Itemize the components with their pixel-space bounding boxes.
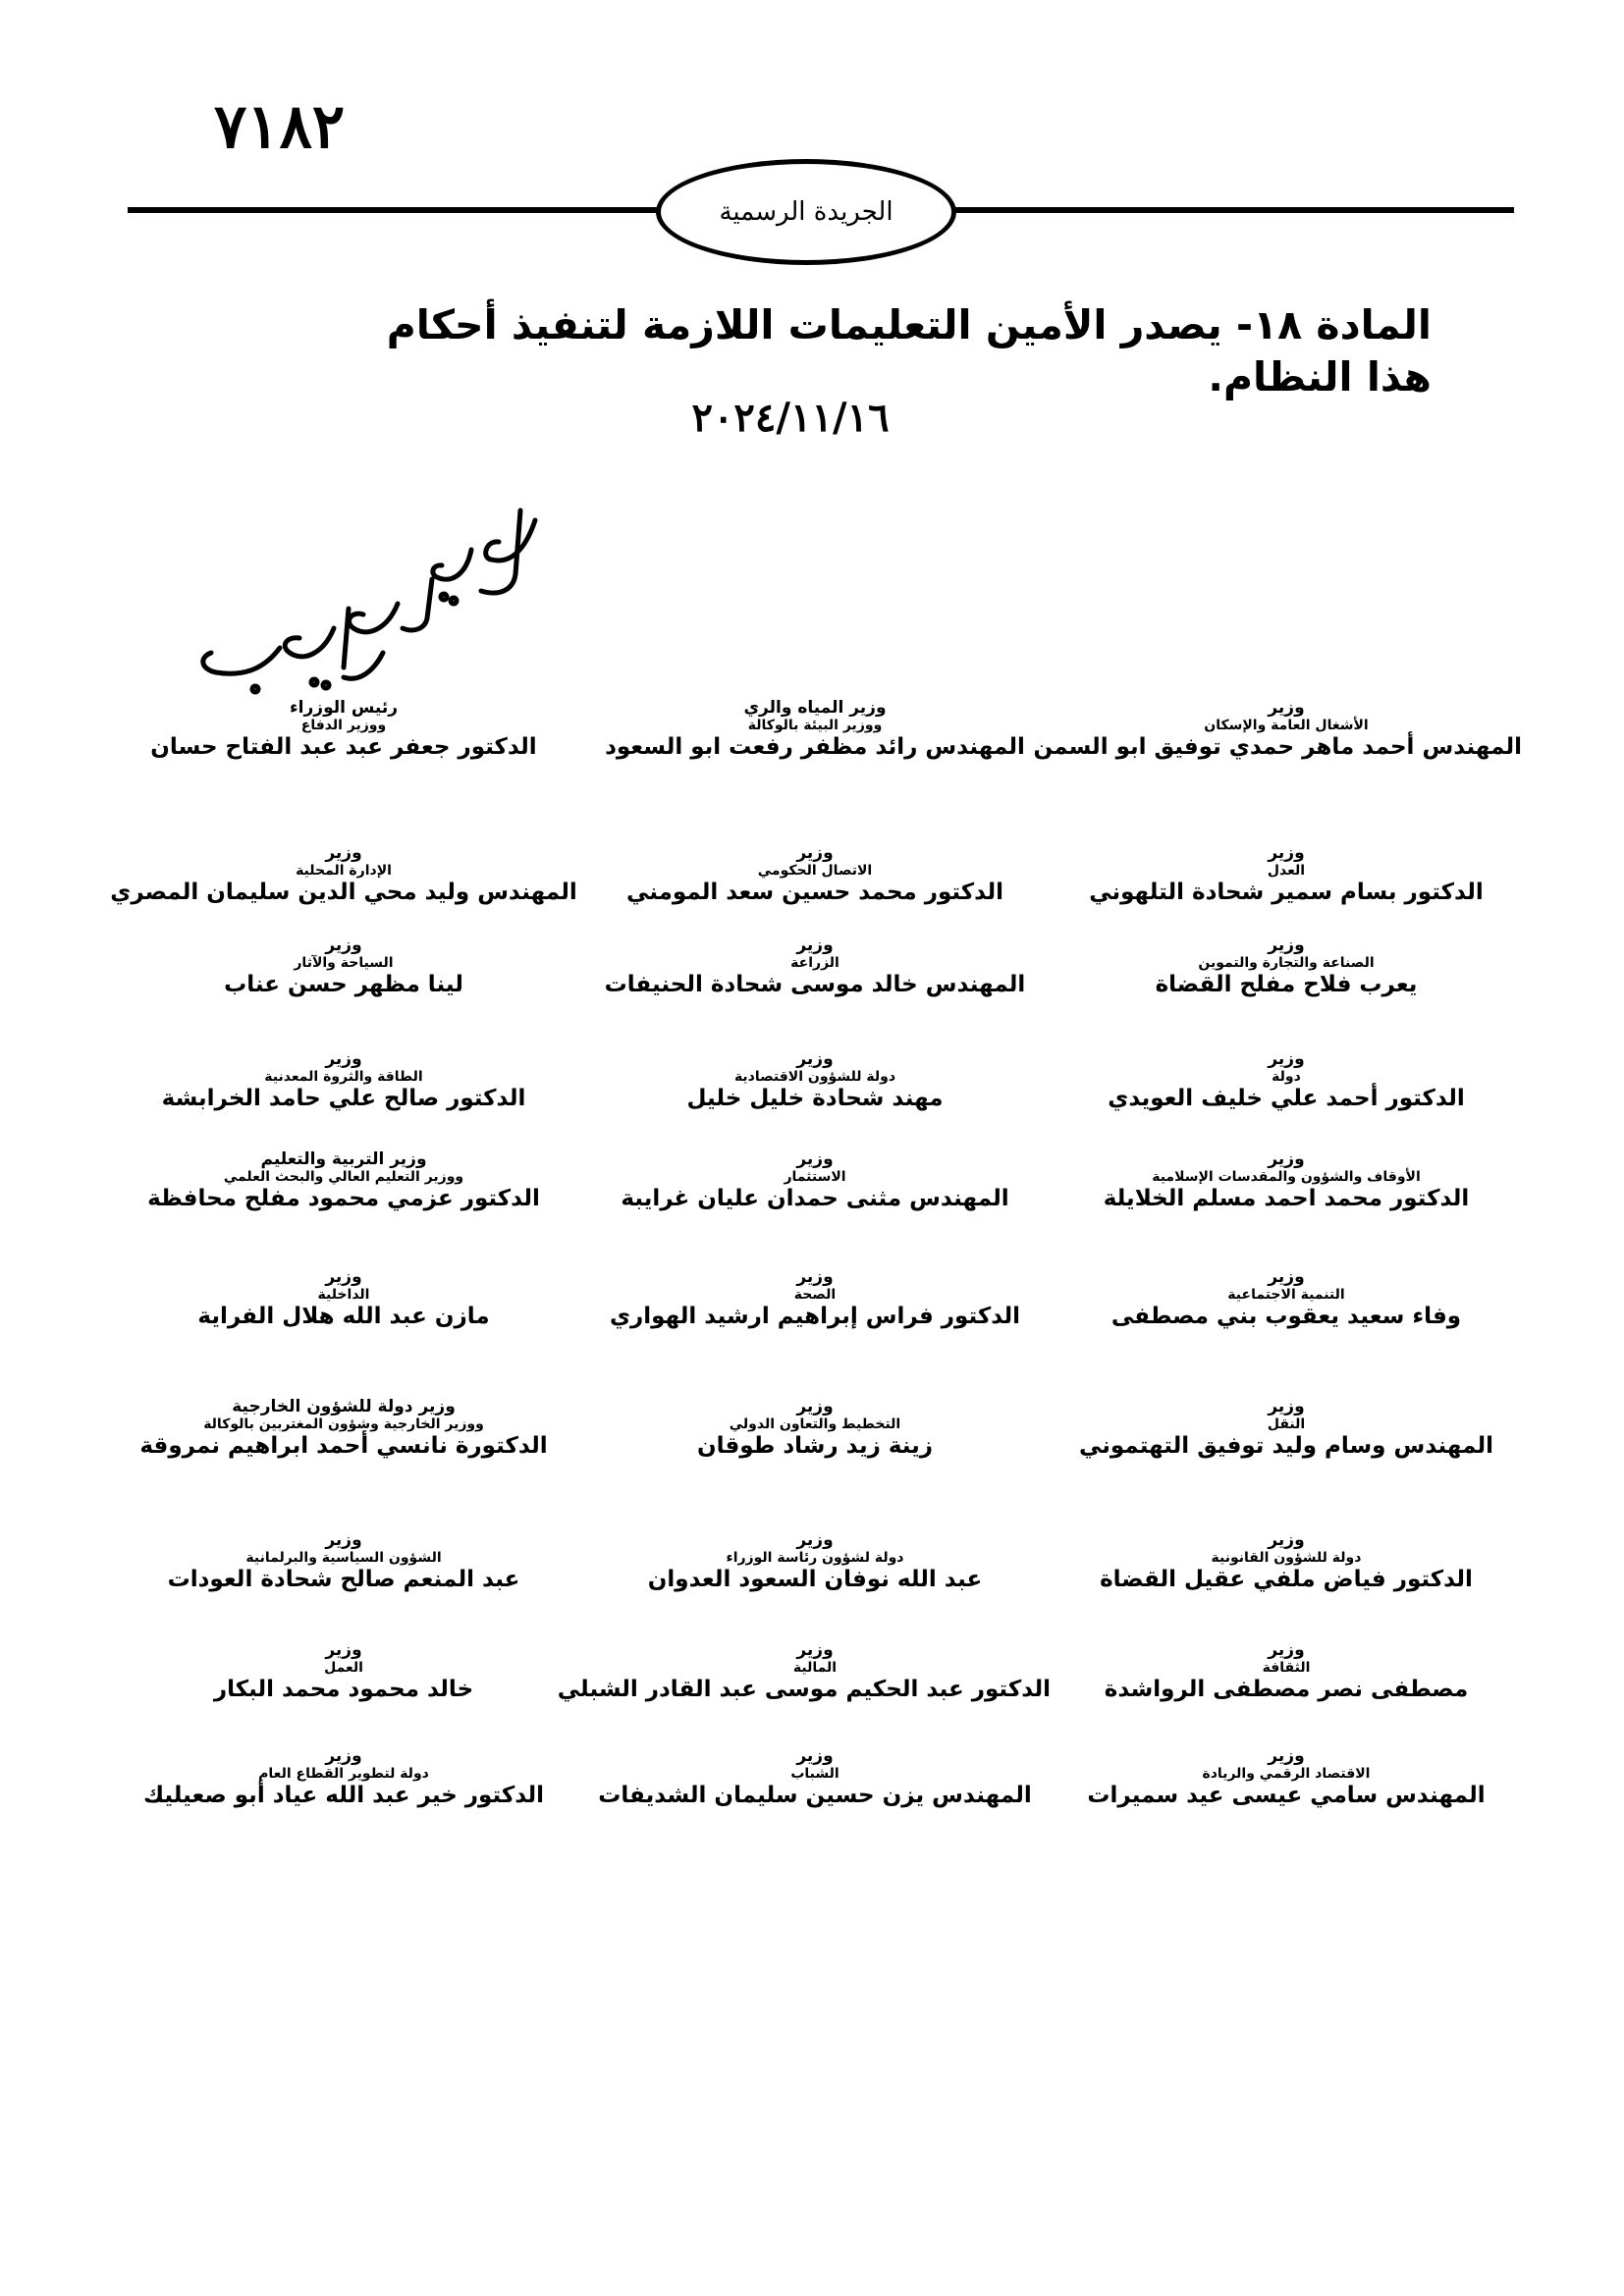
minister-title: وزير <box>796 935 834 955</box>
minister-name: زينة زيد رشاد طوقان <box>696 1432 934 1459</box>
minister-block <box>579 1747 1051 1811</box>
minister-portfolio: الأشغال العامة والإسكان <box>1204 717 1369 733</box>
minister-name: المهندس وليد محي الدين سليمان المصري <box>110 879 577 905</box>
minister-portfolio: المالية <box>792 1659 838 1676</box>
minister-block <box>1051 1747 1522 1811</box>
minister-portfolio: التخطيط والتعاون الدولي <box>729 1415 901 1432</box>
minister-name: مازن عبد الله هلال الفراية <box>197 1303 490 1329</box>
signature-icon <box>187 481 569 707</box>
decree-date: ٢٠٢٤/١١/١٦ <box>691 395 890 441</box>
minister-portfolio: ووزير التعليم العالي والبحث العلمي <box>223 1168 464 1185</box>
minister-block <box>1051 1531 1522 1595</box>
minister-portfolio: ووزير الخارجية وشؤون المغتربين بالوكالة <box>203 1415 484 1432</box>
minister-name: المهندس أحمد ماهر حمدي توفيق ابو السمن <box>1033 733 1522 760</box>
minister-block <box>108 844 579 908</box>
minister-portfolio: النقل <box>1267 1415 1306 1432</box>
minister-block <box>1051 1268 1522 1332</box>
gazette-title: الجريدة الرسمية <box>719 197 893 227</box>
minister-name: الدكتور أحمد علي خليف العويدي <box>1108 1085 1465 1111</box>
minister-block <box>579 699 1051 763</box>
minister-portfolio: الاقتصاد الرقمي والريادة <box>1202 1765 1371 1782</box>
minister-name: الدكتور جعفر عبد عبد الفتاح حسان <box>150 733 537 760</box>
minister-name: المهندس خالد موسى شحادة الحنيفات <box>604 971 1026 997</box>
minister-name: مهند شحادة خليل خليل <box>686 1085 944 1111</box>
minister-portfolio: الصحة <box>793 1286 837 1303</box>
minister-block <box>108 1531 579 1595</box>
ministers-signatures <box>108 699 1522 1847</box>
minister-title: وزير دولة للشؤون الخارجية <box>232 1397 456 1416</box>
minister-name: لينا مظهر حسن عناب <box>224 971 463 997</box>
minister-title: وزير التربية والتعليم <box>260 1149 427 1169</box>
minister-portfolio: دولة <box>1272 1068 1301 1085</box>
minister-block <box>108 1398 579 1462</box>
minister-title: وزير <box>796 1530 834 1550</box>
minister-title: وزير <box>325 935 362 955</box>
minister-title: وزير <box>796 1267 834 1287</box>
minister-title: وزير <box>796 1640 834 1660</box>
minister-name: وفاء سعيد يعقوب بني مصطفى <box>1110 1303 1462 1329</box>
minister-block <box>108 1150 579 1214</box>
minister-portfolio: ووزير الدفاع <box>300 717 387 733</box>
minister-name: الدكتور عزمي محمود مفلح محافظة <box>147 1185 540 1211</box>
minister-name: الدكتور فراس إبراهيم ارشيد الهواري <box>609 1303 1021 1329</box>
minister-portfolio: الصناعة والتجارة والتموين <box>1198 954 1375 971</box>
article-18: المادة ١٨- يصدر الأمين التعليمات اللازمة لتنفيذ أحكام هذا النظام. <box>386 301 1432 401</box>
minister-title: وزير <box>796 1049 834 1069</box>
minister-title: وزير <box>1268 1149 1305 1169</box>
minister-portfolio: دولة لشؤون رئاسة الوزراء <box>726 1549 904 1566</box>
minister-portfolio: الاتصال الحكومي <box>757 862 873 879</box>
minister-name: المهندس رائد مظفر رفعت ابو السعود <box>605 733 1025 760</box>
minister-block <box>1033 698 1522 763</box>
minister-title: وزير <box>1268 698 1305 718</box>
minister-portfolio: التنمية الاجتماعية <box>1227 1286 1345 1303</box>
minister-block <box>557 1640 1051 1705</box>
minister-portfolio: الأوقاف والشؤون والمقدسات الإسلامية <box>1152 1168 1421 1185</box>
minister-portfolio: الزراعة <box>790 954 839 971</box>
minister-title: وزير <box>796 1397 834 1416</box>
minister-title: وزير <box>1268 935 1305 955</box>
minister-title: وزير <box>325 1049 362 1069</box>
minister-portfolio: العدل <box>1267 862 1306 879</box>
gazette-title-oval <box>656 159 956 265</box>
minister-portfolio: الإدارة المحلية <box>296 862 392 879</box>
minister-block <box>579 1050 1051 1114</box>
minister-name: عبد المنعم صالح شحادة العودات <box>167 1566 520 1592</box>
minister-title: وزير <box>1268 843 1305 863</box>
minister-portfolio: الطاقة والثروة المعدنية <box>264 1068 423 1085</box>
minister-title: وزير <box>1268 1267 1305 1287</box>
minister-portfolio: الداخلية <box>317 1286 370 1303</box>
minister-title: وزير <box>796 1746 834 1766</box>
minister-block <box>108 1268 579 1332</box>
minister-title: وزير <box>1268 1640 1305 1660</box>
minister-block <box>579 1531 1051 1595</box>
minister-title: وزير <box>796 843 834 863</box>
minister-block <box>1051 1641 1522 1705</box>
minister-name: الدكتور محمد حسين سعد المومني <box>626 879 1003 905</box>
minister-title: وزير <box>325 1640 362 1660</box>
minister-name: الدكتور محمد احمد مسلم الخلايلة <box>1103 1185 1470 1211</box>
minister-block <box>579 1398 1051 1462</box>
minister-block <box>108 1747 579 1811</box>
minister-portfolio: الشؤون السياسية والبرلمانية <box>245 1549 442 1566</box>
page-number: ٧١٨٢ <box>214 90 346 162</box>
minister-name: مصطفى نصر مصطفى الرواشدة <box>1104 1676 1469 1702</box>
minister-title: وزير <box>1268 1530 1305 1550</box>
minister-portfolio: دولة للشؤون الاقتصادية <box>733 1068 896 1085</box>
minister-title: وزير <box>1268 1397 1305 1416</box>
minister-portfolio: دولة للشؤون القانونية <box>1211 1549 1362 1566</box>
minister-portfolio: الشباب <box>790 1765 839 1782</box>
minister-block <box>1051 1398 1522 1462</box>
minister-block <box>579 844 1051 908</box>
minister-title: وزير <box>796 1149 834 1169</box>
minister-block <box>579 936 1051 1000</box>
minister-title: وزير <box>1268 1049 1305 1069</box>
minister-name: الدكتور بسام سمير شحادة التلهوني <box>1089 879 1484 905</box>
minister-portfolio: ووزير البيئة بالوكالة <box>747 717 883 733</box>
minister-block <box>579 1268 1051 1332</box>
minister-title: وزير <box>325 1530 362 1550</box>
minister-portfolio: الثقافة <box>1262 1659 1311 1676</box>
minister-block <box>108 1050 579 1114</box>
minister-title: وزير المياه والري <box>743 698 887 718</box>
minister-block <box>1051 844 1522 908</box>
minister-portfolio: دولة لتطوير القطاع العام <box>258 1765 429 1782</box>
minister-block <box>579 1150 1051 1214</box>
minister-portfolio: الاستثمار <box>784 1168 846 1185</box>
minister-name: عبد الله نوفان السعود العدوان <box>647 1566 983 1592</box>
minister-title: وزير <box>1268 1746 1305 1766</box>
minister-block <box>1051 1050 1522 1114</box>
minister-title: وزير <box>325 1267 362 1287</box>
minister-title: وزير <box>325 1746 362 1766</box>
minister-name: المهندس يزن حسين سليمان الشديفات <box>598 1782 1032 1808</box>
minister-title: وزير <box>325 843 362 863</box>
minister-name: المهندس وسام وليد توفيق التهتموني <box>1078 1432 1494 1459</box>
minister-title: رئيس الوزراء <box>289 698 399 718</box>
royal-signature <box>187 481 569 707</box>
minister-block <box>108 699 579 763</box>
minister-portfolio: السياحة والآثار <box>294 954 394 971</box>
minister-name: الدكتور عبد الحكيم موسى عبد القادر الشبلي <box>557 1676 1051 1702</box>
minister-name: الدكتور خير عبد الله عياد أبو صعيليك <box>142 1782 545 1808</box>
minister-block <box>1051 1150 1522 1214</box>
minister-name: يعرب فلاح مفلح القضاة <box>1155 971 1418 997</box>
minister-portfolio: العمل <box>324 1659 363 1676</box>
minister-name: المهندس سامي عيسى عيد سميرات <box>1087 1782 1486 1808</box>
minister-name: الدكتورة نانسي أحمد ابراهيم نمروقة <box>139 1432 548 1459</box>
minister-block <box>1051 936 1522 1000</box>
minister-name: المهندس مثنى حمدان عليان غرايبة <box>621 1185 1009 1211</box>
minister-block <box>108 1641 579 1705</box>
minister-name: خالد محمود محمد البكار <box>213 1676 474 1702</box>
minister-name: الدكتور فياض ملفي عقيل القضاة <box>1100 1566 1473 1592</box>
minister-name: الدكتور صالح علي حامد الخرابشة <box>161 1085 526 1111</box>
minister-block <box>108 936 579 1000</box>
